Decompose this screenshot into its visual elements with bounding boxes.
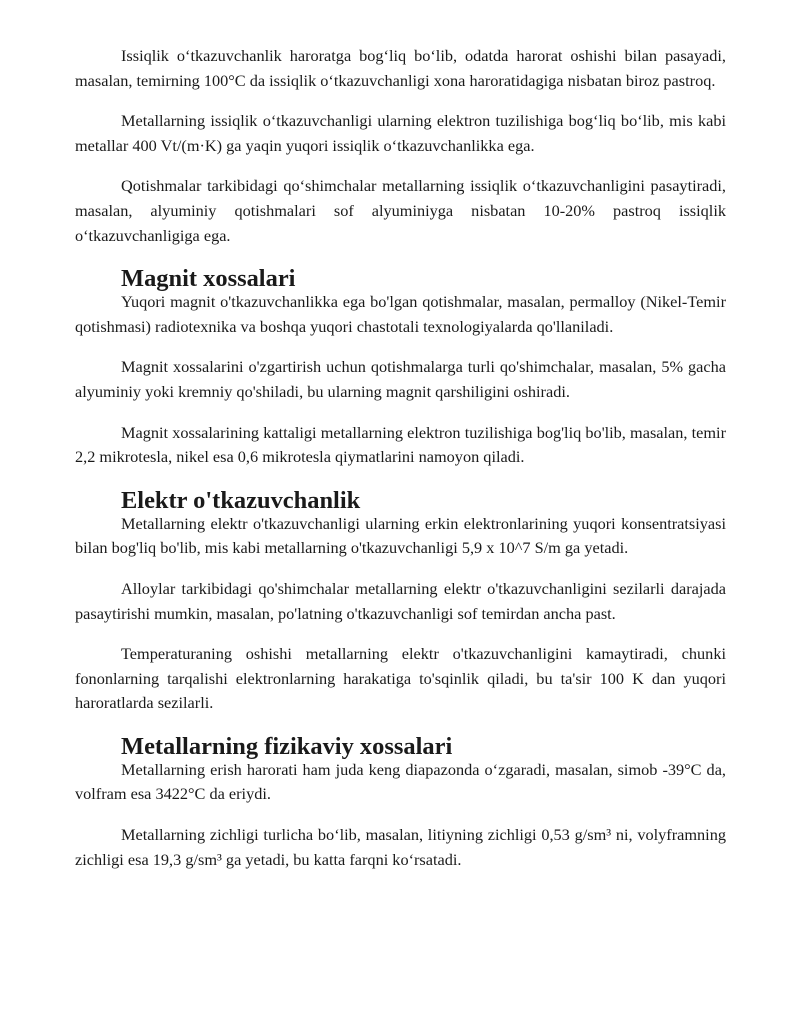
paragraph-thermal-electron-structure: Metallarning issiqlik o‘tkazuvchanligi ularning elektron tuzilishiga bog‘liq bo‘lib, mis kabi metallar 400 Vt/(m·K) ga yaqin yuqori issiqlik o‘tkazuvchanlikka ega.	[75, 111, 726, 155]
paragraph-thermal-alloys: Qotishmalar tarkibidagi qo‘shimchalar metallarning issiqlik o‘tkazuvchanligini pasaytiradi, masalan, alyuminiy qotishmalari sof alyuminiyga nisbatan 10-20% pastroq issiqlik o‘tkazuvchanligiga ega.	[75, 176, 726, 245]
paragraph-electric-alloys: Alloylar tarkibidagi qo'shimchalar metallarning elektr o'tkazuvchanligini sezilarli darajada pasaytirishi mumkin, masalan, po'latning o'tkazuvchanligi sof temirdan ancha past.	[75, 578, 726, 623]
heading-physical-properties: Metallarning fizikaviy xossalari	[121, 732, 453, 760]
paragraph-magnetic-permalloy: Yuqori magnit o'tkazuvchanlikka ega bo'lgan qotishmalar, masalan, permalloy (Nikel-Temir qotishmasi) radiotexnika va boshqa yuqori chastotali texnologiyalarda qo'llaniladi.	[75, 292, 726, 336]
paragraph-electric-free-electrons: Metallarning elektr o'tkazuvchanligi ularning erkin elektronlarining yuqori konsentratsiyasi bilan bog'liq bo'lib, mis kabi metallarning o'tkazuvchanligi 5,9 x 10^7 S/m ga yetadi.	[75, 513, 726, 558]
paragraph-magnetic-magnitude: Magnit xossalarining kattaligi metallarning elektron tuzilishiga bog'liq bo'lib, masalan, temir 2,2 mikrotesla, nikel esa 0,6 mikrotesla qiymatlarini namoyon qiladi.	[75, 422, 726, 467]
paragraph-magnetic-additives: Magnit xossalarini o'zgartirish uchun qotishmalarga turli qo'shimchalar, masalan, 5% gacha alyuminiy yoki kremniy qo'shiladi, bu ularning magnit qarshiligini oshiradi.	[75, 357, 726, 401]
heading-magnetic-properties: Magnit xossalari	[121, 265, 296, 293]
paragraph-physical-density: Metallarning zichligi turlicha bo‘lib, masalan, litiyning zichligi 0,53 g/sm³ ni, volyframning zichligi esa 19,3 g/sm³ ga yetadi, bu katta farqni ko‘rsatadi.	[75, 825, 726, 869]
paragraph-thermal-temperature: Issiqlik o‘tkazuvchanlik haroratga bog‘liq bo‘lib, odatda harorat oshishi bilan pasayadi, masalan, temirning 100°C da issiqlik o‘tkazuvchanligi xona haroratidagiga nisbatan biroz pastroq.	[75, 46, 726, 90]
paragraph-electric-temperature: Temperaturaning oshishi metallarning elektr o'tkazuvchanligini kamaytiradi, chunki fononlarning tarqalishi elektronlarning harakatiga to'sqinlik qiladi, bu ta'sir 100 K dan yuqori haroratlarda sezilarli.	[75, 644, 726, 713]
heading-electric-conductivity: Elektr o'tkazuvchanlik	[121, 486, 361, 514]
document-page	[75, 44, 726, 872]
paragraph-physical-melting: Metallarning erish harorati ham juda keng diapazonda o‘zgaradi, masalan, simob -39°C da, volfram esa 3422°C da eriydi.	[75, 759, 726, 804]
